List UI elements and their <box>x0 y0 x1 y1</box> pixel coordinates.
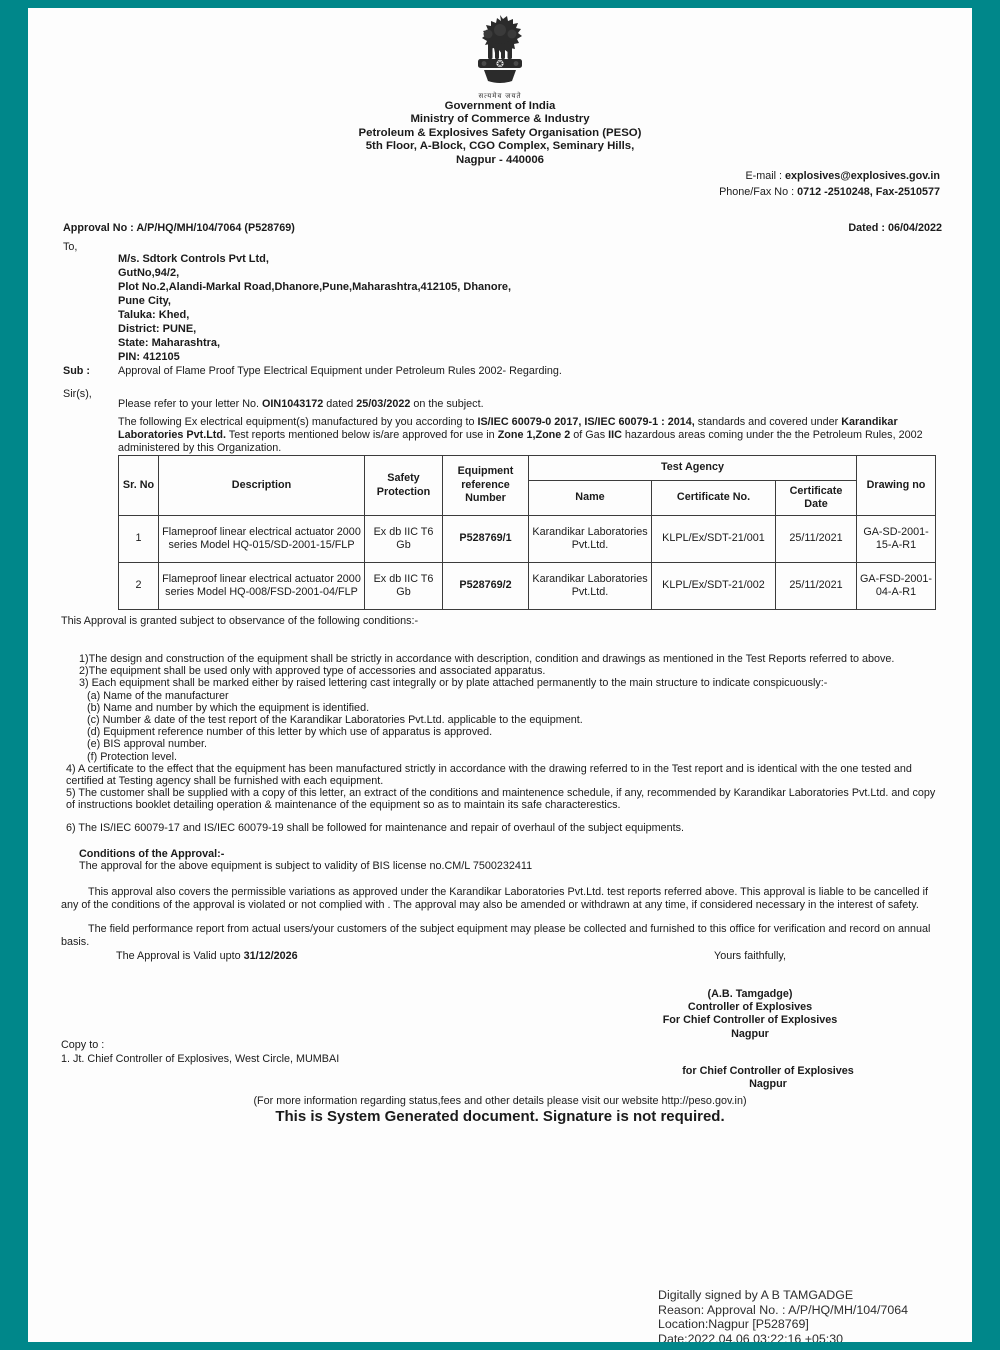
equipment-table <box>118 455 936 610</box>
condition-3e: (e) BIS approval number. <box>87 738 208 751</box>
cell-certificate-no: KLPL/Ex/SDT-21/001 <box>652 516 776 563</box>
phone-line: Phone/Fax No : 0712 -2510248, Fax-2510577 <box>719 186 940 199</box>
condition-3f: (f) Protection level. <box>87 750 178 763</box>
cell-safety: Ex db IIC T6 Gb <box>365 516 443 563</box>
address-line: PIN: 412105 <box>118 350 180 363</box>
intro-paragraph: The following Ex electrical equipment(s) manufactured by you according to IS/IEC 60079-0 2017, IS/IEC 60079-1 : 2014, standards and covered under Karandikar Laboratories Pvt.Ltd. Test reports mentioned below is/are approved for use in Zone 1,Zone 2 of Gas IIC hazardous areas coming under the the Petroleum Rules, 2002 administered by this Organization. <box>118 416 923 455</box>
signatory-name: (A.B. Tamgadge) <box>707 987 793 1000</box>
digsig-location: Location:Nagpur [P528769] <box>658 1317 809 1332</box>
condition-3c: (c) Number & date of the test report of the Karandikar Laboratories Pvt.Ltd. applicable to the equipment. <box>87 713 583 726</box>
condition-6: 6) The IS/IEC 60079-17 and IS/IEC 60079-19 shall be followed for maintenance and repair of overhaul of the subject equipments. <box>66 822 685 835</box>
condition-3: 3) Each equipment shall be marked either by raised lettering cast integrally or by plate attached permanently to the main structure to indicate conspicuously:- <box>79 677 828 690</box>
header-line-ministry: Ministry of Commerce & Industry <box>410 113 590 126</box>
subject-text: Approval of Flame Proof Type Electrical Equipment under Petroleum Rules 2002- Regarding. <box>118 365 562 377</box>
header-line-city: Nagpur - 440006 <box>456 153 544 166</box>
contact-block <box>719 168 940 200</box>
email-line: E-mail : explosives@explosives.gov.in <box>745 170 940 182</box>
cell-agency-name: Karandikar Laboratories Pvt.Ltd. <box>529 516 652 563</box>
digsig-date: Date:2022.04.06 03:22:16 +05:30 <box>658 1331 843 1342</box>
col-header-name: Name <box>529 481 652 516</box>
system-generated-line: This is System Generated document. Signature is not required. <box>275 1108 725 1125</box>
header-line-address: 5th Floor, A-Block, CGO Complex, Seminary Hills, <box>365 140 635 153</box>
address-line: M/s. Sdtork Controls Pvt Ltd, <box>118 253 269 265</box>
closing-block <box>600 950 900 1041</box>
col-header-safety: Safety Protection <box>365 456 443 516</box>
cell-sr: 1 <box>119 516 159 563</box>
address-line: GutNo,94/2, <box>118 266 180 279</box>
col-header-cert-date: Certificate Date <box>776 481 857 516</box>
condition-2: 2)The equipment shall be used only with approved type of accessories and associated apparatus. <box>79 665 546 678</box>
variations-paragraph: This approval also covers the permissible variations as approved under the Karandikar Laboratories Pvt.Ltd. test reports referred above. This approval is liable to be cancelled if any of the conditions of the approval is violated or not complied with . The approval may also be amended or withdrawn at any time, if considered necessary in the interest of safety. <box>61 886 929 912</box>
digsig-reason: Reason: Approval No. : A/P/HQ/MH/104/7064 <box>658 1302 909 1317</box>
copy-to-label: Copy to : <box>61 1039 105 1051</box>
table-row <box>119 516 936 563</box>
header-line-peso: Petroleum & Explosives Safety Organisation (PESO) <box>358 126 642 139</box>
address-line: District: PUNE, <box>118 322 197 335</box>
col-header-test-agency: Test Agency <box>529 456 857 481</box>
subject-row <box>63 365 562 377</box>
address-line: Pune City, <box>118 294 171 307</box>
salutation: Sir(s), <box>63 388 92 400</box>
cell-safety: Ex db IIC T6 Gb <box>365 563 443 610</box>
table-row <box>119 563 936 610</box>
recipient-address <box>118 253 511 365</box>
cell-certificate-date: 25/11/2021 <box>776 563 857 610</box>
cell-certificate-no: KLPL/Ex/SDT-21/002 <box>652 563 776 610</box>
col-header-description: Description <box>159 456 365 516</box>
condition-3b: (b) Name and number by which the equipment is identified. <box>87 701 370 714</box>
for-chief-block <box>598 1065 938 1092</box>
bis-license-line: The approval for the above equipment is subject to validity of BIS license no.CM/L 7500232411 <box>79 859 533 872</box>
cell-description: Flameproof linear electrical actuator 2000 series Model HQ-015/SD-2001-15/FLP <box>159 516 365 563</box>
digital-signature-block <box>658 1288 908 1342</box>
signatory-title: Controller of Explosives <box>687 1001 813 1013</box>
condition-4: 4) A certificate to the effect that the equipment has been manufactured strictly in accordance with the drawing referred to in the Test report and is identical with the one tested and certified at Testing agency shall be furnished with each equipment. <box>66 762 912 787</box>
cell-drawing-no: GA-FSD-2001-04-A-R1 <box>857 563 936 610</box>
reference-paragraph: Please refer to your letter No. OIN1043172 dated 25/03/2022 on the subject. <box>118 398 484 410</box>
approval-row <box>63 222 942 234</box>
cell-certificate-date: 25/11/2021 <box>776 516 857 563</box>
document-page <box>28 8 972 1342</box>
emblem-block <box>28 13 972 101</box>
header-line-gov: Government of India <box>444 100 556 112</box>
condition-1: 1)The design and construction of the equipment shall be strictly in accordance with description, condition and drawings as mentioned in the Test Reports referred to above. <box>79 653 895 665</box>
phone-value: 0712 -2510248, Fax-2510577 <box>797 186 940 199</box>
copy-to-block <box>61 1038 339 1066</box>
address-line: Taluka: Khed, <box>118 308 190 321</box>
field-report-paragraph: The field performance report from actual users/your customers of the subject equipment may please be collected and furnished to this office for verification and record on annual basis. <box>61 922 931 949</box>
cell-equipment-ref: P528769/1 <box>443 516 529 563</box>
conditions-approval-heading: Conditions of the Approval:- <box>79 847 225 860</box>
condition-5: 5) The customer shall be supplied with a copy of this letter, an extract of the conditions and maintenence schedule, if any, recommended by Karandikar Laboratories Pvt.Ltd. and copy of instructions booklet detailing operation & maintenance of the equipment so as to maintain its safe characterestics. <box>66 787 936 812</box>
address-line: State: Maharashtra, <box>118 336 221 349</box>
address-line: Plot No.2,Alandi-Markal Road,Dhanore,Pune,Maharashtra,412105, Dhanore, <box>118 280 512 293</box>
subject-label: Sub : <box>63 365 90 377</box>
for-chief-city: Nagpur <box>749 1078 787 1091</box>
email-value: explosives@explosives.gov.in <box>785 170 940 182</box>
signatory-city: Nagpur <box>731 1027 769 1040</box>
col-header-cert-no: Certificate No. <box>652 481 776 516</box>
for-chief-line: for Chief Controller of Explosives <box>682 1065 854 1077</box>
india-state-emblem-icon <box>471 76 529 93</box>
valid-upto-line: The Approval is Valid upto 31/12/2026 <box>116 949 298 962</box>
yours-faithfully: Yours faithfully, <box>713 950 787 962</box>
digsig-signed-by: Digitally signed by A B TAMGADGE <box>658 1288 854 1302</box>
conditions-block <box>61 653 941 962</box>
condition-3d: (d) Equipment reference number of this letter by which use of apparatus is approved. <box>87 726 493 739</box>
cell-description: Flameproof linear electrical actuator 2000 series Model HQ-008/FSD-2001-04/FLP <box>159 563 365 610</box>
cell-equipment-ref: P528769/2 <box>443 563 529 610</box>
valid-upto-date: 31/12/2026 <box>243 949 298 962</box>
to-label: To, <box>63 241 78 253</box>
col-header-sr-no: Sr. No <box>119 456 159 516</box>
gov-header <box>28 100 972 167</box>
col-header-equipment-ref: Equipment reference Number <box>443 456 529 516</box>
col-header-drawing: Drawing no <box>857 456 936 516</box>
footer-info-line: (For more information regarding status,fees and other details please visit our website http://peso.gov.in) <box>253 1095 747 1107</box>
cell-agency-name: Karandikar Laboratories Pvt.Ltd. <box>529 563 652 610</box>
signatory-for: For Chief Controller of Explosives <box>662 1014 838 1027</box>
emblem-caption: सत्यमेव जयते <box>478 93 522 100</box>
copy-to-item: 1. Jt. Chief Controller of Explosives, West Circle, MUMBAI <box>61 1053 340 1066</box>
condition-3a: (a) Name of the manufacturer <box>87 689 229 702</box>
cell-drawing-no: GA-SD-2001-15-A-R1 <box>857 516 936 563</box>
approval-date: Dated : 06/04/2022 <box>848 222 942 234</box>
signatory-block <box>600 988 900 1042</box>
cell-sr: 2 <box>119 563 159 610</box>
approval-number: Approval No : A/P/HQ/MH/104/7064 (P528769) <box>63 222 295 234</box>
granted-line: This Approval is granted subject to observance of the following conditions:- <box>61 615 419 627</box>
